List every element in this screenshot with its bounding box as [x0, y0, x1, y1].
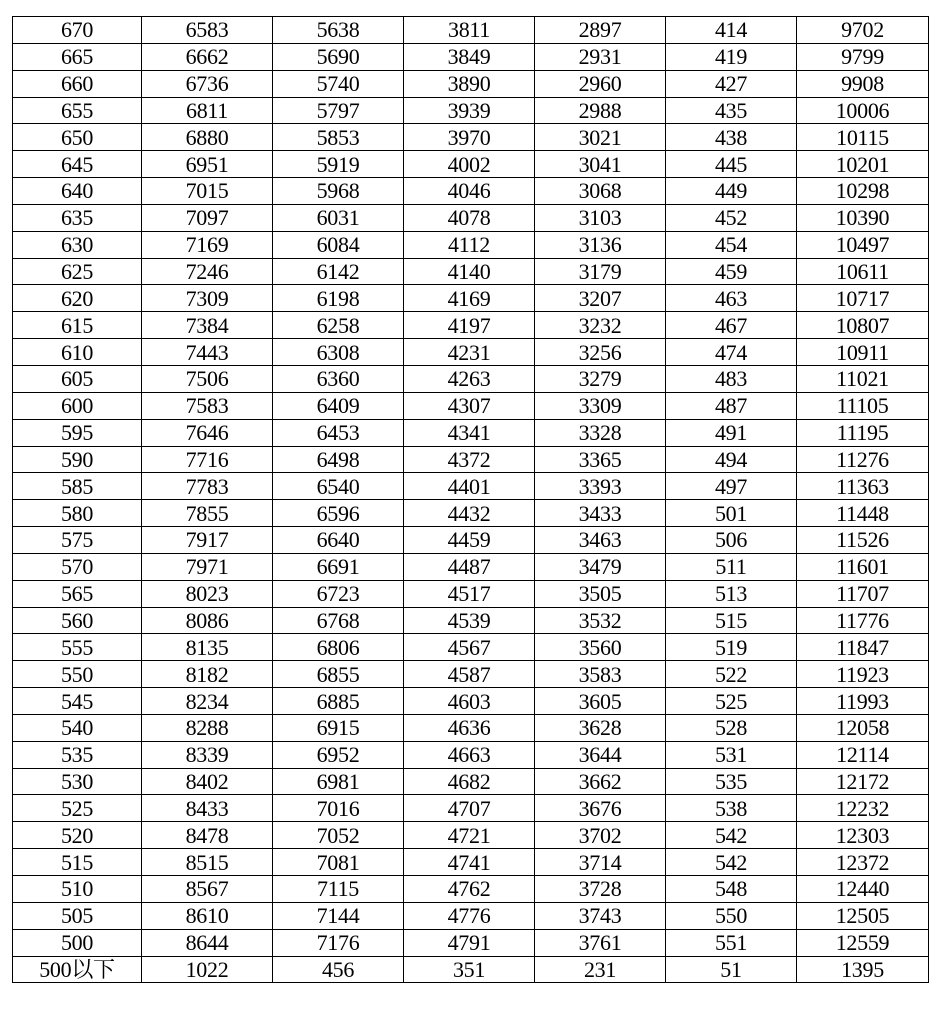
- table-cell: 456: [273, 956, 404, 983]
- table-cell: 8478: [142, 822, 273, 849]
- table-cell: 11847: [797, 634, 929, 661]
- table-cell: 12114: [797, 741, 929, 768]
- table-row: [13, 849, 929, 876]
- table-cell: 2897: [535, 17, 666, 44]
- table-cell: 494: [666, 446, 797, 473]
- table-cell: 7016: [273, 795, 404, 822]
- table-cell: 3849: [404, 43, 535, 70]
- score-cell: 610: [13, 339, 142, 366]
- table-cell: 5968: [273, 178, 404, 205]
- table-cell: 8023: [142, 580, 273, 607]
- table-cell: 3505: [535, 580, 666, 607]
- table-cell: 6498: [273, 446, 404, 473]
- table-cell: 3662: [535, 768, 666, 795]
- table-cell: 4078: [404, 204, 535, 231]
- score-cell: 620: [13, 285, 142, 312]
- table-cell: 3068: [535, 178, 666, 205]
- table-cell: 7246: [142, 258, 273, 285]
- table-cell: 6308: [273, 339, 404, 366]
- table-cell: 3309: [535, 392, 666, 419]
- table-cell: 419: [666, 43, 797, 70]
- table-row: [13, 661, 929, 688]
- table-cell: 5853: [273, 124, 404, 151]
- table-cell: 538: [666, 795, 797, 822]
- table-row: [13, 473, 929, 500]
- table-cell: 5690: [273, 43, 404, 70]
- table-row: [13, 419, 929, 446]
- table-cell: 4663: [404, 741, 535, 768]
- table-cell: 11276: [797, 446, 929, 473]
- table-cell: 3743: [535, 902, 666, 929]
- table-cell: 8182: [142, 661, 273, 688]
- table-cell: 10911: [797, 339, 929, 366]
- score-cell: 565: [13, 580, 142, 607]
- table-cell: 6031: [273, 204, 404, 231]
- table-cell: 2988: [535, 97, 666, 124]
- table-row: [13, 956, 929, 983]
- table-cell: 11707: [797, 580, 929, 607]
- table-cell: 4341: [404, 419, 535, 446]
- table-cell: 4112: [404, 231, 535, 258]
- table-cell: 11923: [797, 661, 929, 688]
- table-cell: 6768: [273, 607, 404, 634]
- score-distribution-table: [12, 16, 929, 983]
- table-cell: 10717: [797, 285, 929, 312]
- table-cell: 445: [666, 151, 797, 178]
- table-cell: 3179: [535, 258, 666, 285]
- table-row: [13, 634, 929, 661]
- table-cell: 3970: [404, 124, 535, 151]
- table-cell: 9908: [797, 70, 929, 97]
- table-cell: 12232: [797, 795, 929, 822]
- table-cell: 6142: [273, 258, 404, 285]
- table-cell: 6540: [273, 473, 404, 500]
- score-cell: 500: [13, 929, 142, 956]
- table-cell: 11993: [797, 688, 929, 715]
- table-cell: 5740: [273, 70, 404, 97]
- score-cell: 585: [13, 473, 142, 500]
- table-cell: 491: [666, 419, 797, 446]
- table-cell: 4707: [404, 795, 535, 822]
- table-row: [13, 392, 929, 419]
- table-cell: 4682: [404, 768, 535, 795]
- table-cell: 3256: [535, 339, 666, 366]
- score-cell: 630: [13, 231, 142, 258]
- table-cell: 7646: [142, 419, 273, 446]
- table-cell: 3479: [535, 553, 666, 580]
- table-cell: 8515: [142, 849, 273, 876]
- table-cell: 2960: [535, 70, 666, 97]
- score-cell: 645: [13, 151, 142, 178]
- table-cell: 551: [666, 929, 797, 956]
- table-cell: 3365: [535, 446, 666, 473]
- table-cell: 10115: [797, 124, 929, 151]
- table-cell: 3136: [535, 231, 666, 258]
- table-row: [13, 580, 929, 607]
- table-cell: 1395: [797, 956, 929, 983]
- table-row: [13, 339, 929, 366]
- table-cell: 231: [535, 956, 666, 983]
- score-cell: 560: [13, 607, 142, 634]
- score-cell: 530: [13, 768, 142, 795]
- table-cell: 519: [666, 634, 797, 661]
- table-cell: 487: [666, 392, 797, 419]
- table-cell: 8234: [142, 688, 273, 715]
- table-row: [13, 17, 929, 44]
- table-cell: 3041: [535, 151, 666, 178]
- table-cell: 483: [666, 365, 797, 392]
- score-cell: 650: [13, 124, 142, 151]
- score-cell: 660: [13, 70, 142, 97]
- table-cell: 3532: [535, 607, 666, 634]
- table-cell: 6951: [142, 151, 273, 178]
- table-cell: 531: [666, 741, 797, 768]
- table-cell: 6409: [273, 392, 404, 419]
- table-cell: 4567: [404, 634, 535, 661]
- table-cell: 459: [666, 258, 797, 285]
- table-cell: 11776: [797, 607, 929, 634]
- table-cell: 8402: [142, 768, 273, 795]
- table-cell: 7115: [273, 876, 404, 903]
- score-cell: 640: [13, 178, 142, 205]
- table-cell: 6806: [273, 634, 404, 661]
- table-cell: 7917: [142, 527, 273, 554]
- table-cell: 9799: [797, 43, 929, 70]
- table-cell: 7015: [142, 178, 273, 205]
- table-cell: 463: [666, 285, 797, 312]
- table-cell: 4046: [404, 178, 535, 205]
- table-cell: 7783: [142, 473, 273, 500]
- table-row: [13, 741, 929, 768]
- table-row: [13, 607, 929, 634]
- table-cell: 511: [666, 553, 797, 580]
- score-cell: 605: [13, 365, 142, 392]
- table-cell: 12559: [797, 929, 929, 956]
- table-cell: 528: [666, 714, 797, 741]
- table-cell: 4002: [404, 151, 535, 178]
- table-row: [13, 822, 929, 849]
- table-cell: 7716: [142, 446, 273, 473]
- table-row: [13, 929, 929, 956]
- table-cell: 6855: [273, 661, 404, 688]
- table-cell: 542: [666, 822, 797, 849]
- table-cell: 8135: [142, 634, 273, 661]
- score-cell: 580: [13, 500, 142, 527]
- table-cell: 6360: [273, 365, 404, 392]
- table-cell: 3702: [535, 822, 666, 849]
- score-cell: 525: [13, 795, 142, 822]
- table-row: [13, 204, 929, 231]
- score-cell: 505: [13, 902, 142, 929]
- table-cell: 535: [666, 768, 797, 795]
- table-cell: 4603: [404, 688, 535, 715]
- table-cell: 497: [666, 473, 797, 500]
- table-cell: 5797: [273, 97, 404, 124]
- table-cell: 3463: [535, 527, 666, 554]
- table-row: [13, 178, 929, 205]
- table-cell: 8567: [142, 876, 273, 903]
- table-cell: 7855: [142, 500, 273, 527]
- table-row: [13, 795, 929, 822]
- table-cell: 7583: [142, 392, 273, 419]
- table-cell: 4231: [404, 339, 535, 366]
- table-cell: 513: [666, 580, 797, 607]
- table-cell: 3939: [404, 97, 535, 124]
- table-cell: 11363: [797, 473, 929, 500]
- table-cell: 10006: [797, 97, 929, 124]
- table-cell: 6915: [273, 714, 404, 741]
- score-cell: 655: [13, 97, 142, 124]
- table-cell: 7443: [142, 339, 273, 366]
- table-cell: 3644: [535, 741, 666, 768]
- table-cell: 10611: [797, 258, 929, 285]
- score-cell: 595: [13, 419, 142, 446]
- table-body: [13, 17, 929, 983]
- table-cell: 8086: [142, 607, 273, 634]
- table-cell: 8433: [142, 795, 273, 822]
- table-cell: 525: [666, 688, 797, 715]
- table-row: [13, 43, 929, 70]
- table-cell: 4539: [404, 607, 535, 634]
- table-cell: 7176: [273, 929, 404, 956]
- table-cell: 6691: [273, 553, 404, 580]
- table-cell: 6811: [142, 97, 273, 124]
- table-cell: 4791: [404, 929, 535, 956]
- table-row: [13, 365, 929, 392]
- table-cell: 3207: [535, 285, 666, 312]
- table-row: [13, 768, 929, 795]
- table-cell: 6258: [273, 312, 404, 339]
- table-cell: 3605: [535, 688, 666, 715]
- table-cell: 10390: [797, 204, 929, 231]
- table-cell: 506: [666, 527, 797, 554]
- table-row: [13, 285, 929, 312]
- table-cell: 12058: [797, 714, 929, 741]
- table-cell: 3811: [404, 17, 535, 44]
- table-cell: 7971: [142, 553, 273, 580]
- table-row: [13, 902, 929, 929]
- table-cell: 11021: [797, 365, 929, 392]
- table-row: [13, 258, 929, 285]
- table-row: [13, 151, 929, 178]
- table-cell: 438: [666, 124, 797, 151]
- table-cell: 4432: [404, 500, 535, 527]
- table-cell: 8644: [142, 929, 273, 956]
- table-cell: 6880: [142, 124, 273, 151]
- table-cell: 3628: [535, 714, 666, 741]
- table-cell: 414: [666, 17, 797, 44]
- table-row: [13, 714, 929, 741]
- score-cell: 515: [13, 849, 142, 876]
- score-cell: 615: [13, 312, 142, 339]
- table-row: [13, 312, 929, 339]
- table-row: [13, 500, 929, 527]
- table-cell: 6736: [142, 70, 273, 97]
- table-cell: 6662: [142, 43, 273, 70]
- score-cell: 570: [13, 553, 142, 580]
- table-cell: 4401: [404, 473, 535, 500]
- table-cell: 6885: [273, 688, 404, 715]
- table-cell: 7384: [142, 312, 273, 339]
- table-row: [13, 231, 929, 258]
- score-cell: 540: [13, 714, 142, 741]
- table-cell: 4776: [404, 902, 535, 929]
- table-row: [13, 97, 929, 124]
- table-cell: 12505: [797, 902, 929, 929]
- table-cell: 548: [666, 876, 797, 903]
- table-cell: 3021: [535, 124, 666, 151]
- table-cell: 4517: [404, 580, 535, 607]
- table-cell: 5919: [273, 151, 404, 178]
- table-cell: 454: [666, 231, 797, 258]
- table-cell: 6453: [273, 419, 404, 446]
- table-cell: 8339: [142, 741, 273, 768]
- table-cell: 542: [666, 849, 797, 876]
- table-cell: 501: [666, 500, 797, 527]
- table-cell: 4263: [404, 365, 535, 392]
- table-cell: 12440: [797, 876, 929, 903]
- score-cell: 500以下: [13, 956, 142, 983]
- table-row: [13, 876, 929, 903]
- table-cell: 4372: [404, 446, 535, 473]
- table-row: [13, 124, 929, 151]
- table-cell: 550: [666, 902, 797, 929]
- score-cell: 510: [13, 876, 142, 903]
- table-cell: 12372: [797, 849, 929, 876]
- table-cell: 4741: [404, 849, 535, 876]
- table-cell: 4197: [404, 312, 535, 339]
- table-cell: 3583: [535, 661, 666, 688]
- table-cell: 351: [404, 956, 535, 983]
- table-cell: 3433: [535, 500, 666, 527]
- table-cell: 3328: [535, 419, 666, 446]
- score-cell: 555: [13, 634, 142, 661]
- table-cell: 4169: [404, 285, 535, 312]
- table-cell: 6723: [273, 580, 404, 607]
- table-cell: 3761: [535, 929, 666, 956]
- table-cell: 4140: [404, 258, 535, 285]
- table-cell: 3890: [404, 70, 535, 97]
- table-row: [13, 446, 929, 473]
- table-cell: 9702: [797, 17, 929, 44]
- table-row: [13, 527, 929, 554]
- table-cell: 3560: [535, 634, 666, 661]
- table-cell: 12303: [797, 822, 929, 849]
- table-cell: 5638: [273, 17, 404, 44]
- score-cell: 625: [13, 258, 142, 285]
- table-row: [13, 553, 929, 580]
- table-cell: 4307: [404, 392, 535, 419]
- table-cell: 11601: [797, 553, 929, 580]
- table-cell: 3103: [535, 204, 666, 231]
- table-cell: 435: [666, 97, 797, 124]
- score-cell: 590: [13, 446, 142, 473]
- table-cell: 427: [666, 70, 797, 97]
- table-cell: 6640: [273, 527, 404, 554]
- table-cell: 7506: [142, 365, 273, 392]
- table-cell: 8288: [142, 714, 273, 741]
- table-cell: 1022: [142, 956, 273, 983]
- table-cell: 3714: [535, 849, 666, 876]
- score-cell: 635: [13, 204, 142, 231]
- table-cell: 6198: [273, 285, 404, 312]
- table-cell: 7052: [273, 822, 404, 849]
- table-cell: 6596: [273, 500, 404, 527]
- score-cell: 575: [13, 527, 142, 554]
- table-cell: 467: [666, 312, 797, 339]
- table-cell: 11195: [797, 419, 929, 446]
- table-cell: 8610: [142, 902, 273, 929]
- table-cell: 515: [666, 607, 797, 634]
- table-cell: 7309: [142, 285, 273, 312]
- table-cell: 6981: [273, 768, 404, 795]
- table-cell: 3728: [535, 876, 666, 903]
- score-cell: 665: [13, 43, 142, 70]
- score-cell: 550: [13, 661, 142, 688]
- table-cell: 6583: [142, 17, 273, 44]
- table-cell: 6952: [273, 741, 404, 768]
- table-cell: 449: [666, 178, 797, 205]
- table-cell: 4636: [404, 714, 535, 741]
- table-cell: 7097: [142, 204, 273, 231]
- table-cell: 452: [666, 204, 797, 231]
- table-cell: 522: [666, 661, 797, 688]
- table-row: [13, 70, 929, 97]
- score-cell: 600: [13, 392, 142, 419]
- table-cell: 10298: [797, 178, 929, 205]
- table-cell: 12172: [797, 768, 929, 795]
- table-cell: 4587: [404, 661, 535, 688]
- table-row: [13, 688, 929, 715]
- table-cell: 11105: [797, 392, 929, 419]
- score-cell: 520: [13, 822, 142, 849]
- table-cell: 2931: [535, 43, 666, 70]
- table-cell: 3279: [535, 365, 666, 392]
- table-cell: 3676: [535, 795, 666, 822]
- table-cell: 11526: [797, 527, 929, 554]
- table-cell: 6084: [273, 231, 404, 258]
- table-cell: 7169: [142, 231, 273, 258]
- score-cell: 535: [13, 741, 142, 768]
- score-cell: 545: [13, 688, 142, 715]
- table-cell: 7144: [273, 902, 404, 929]
- table-cell: 3232: [535, 312, 666, 339]
- table-cell: 11448: [797, 500, 929, 527]
- table-cell: 4459: [404, 527, 535, 554]
- table-cell: 474: [666, 339, 797, 366]
- table-cell: 4487: [404, 553, 535, 580]
- table-cell: 7081: [273, 849, 404, 876]
- table-cell: 51: [666, 956, 797, 983]
- score-cell: 670: [13, 17, 142, 44]
- table-cell: 3393: [535, 473, 666, 500]
- table-cell: 4721: [404, 822, 535, 849]
- table-cell: 10201: [797, 151, 929, 178]
- table-cell: 4762: [404, 876, 535, 903]
- table-cell: 10497: [797, 231, 929, 258]
- table-cell: 10807: [797, 312, 929, 339]
